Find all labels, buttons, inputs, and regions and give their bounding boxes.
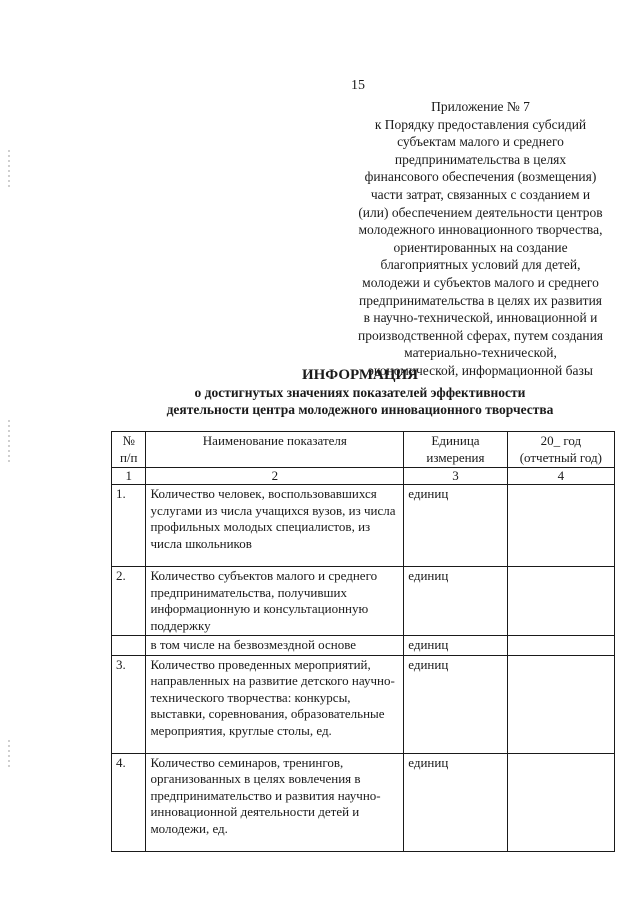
row-value[interactable] (507, 636, 614, 656)
row-index: 1. (112, 485, 146, 567)
row-index: 3. (112, 655, 146, 753)
row-unit: единиц (404, 485, 507, 567)
appendix-line: части затрат, связанных с созданием и (370, 186, 591, 202)
title-subtitle-line: деятельности центра молодежного инновационного творчества (166, 402, 554, 417)
appendix-line: предпринимательства в целях их развития (358, 292, 603, 308)
scan-edge-mark (8, 150, 10, 190)
header-indicator-name: Наименование показателя (146, 432, 404, 468)
appendix-line: экономической, информационной базы (368, 362, 593, 378)
row-unit: единиц (404, 753, 507, 851)
header-number: № п/п (112, 432, 146, 468)
table-row (112, 636, 615, 656)
appendix-line: ориентированных на создание (393, 239, 568, 255)
title-subtitle-line: о достигнутых значениях показателей эффективности (194, 385, 526, 400)
table-row (112, 485, 615, 567)
appendix-line: финансового обеспечения (возмещения) (364, 169, 597, 185)
row-unit: единиц (404, 567, 507, 636)
appendix-line: молодежи и субъектов малого и среднего (362, 274, 599, 290)
appendix-line: молодежного инновационного творчества, (358, 222, 603, 238)
row-unit: единиц (404, 636, 507, 656)
indicators-table (111, 431, 615, 852)
appendix-line: производственной сферах, путем создания (357, 327, 604, 343)
row-indicator-name: в том числе на безвозмездной основе (146, 636, 404, 656)
appendix-line: предпринимательства в целях (394, 151, 567, 167)
row-indicator-name: Количество семинаров, тренингов, организованных в целях вовлечения в предпринимательство и развития научно-инновационной деятельности детей и молодежи, ед. (146, 753, 404, 851)
column-number: 2 (146, 468, 404, 485)
header-year: 20_ год (отчетный год) (507, 432, 614, 468)
appendix-line: благоприятных условий для детей, (380, 257, 581, 273)
document-title (140, 367, 580, 418)
column-number: 4 (507, 468, 614, 485)
row-value[interactable] (507, 753, 614, 851)
column-number-row (112, 468, 615, 485)
row-value[interactable] (507, 655, 614, 753)
column-number: 3 (404, 468, 507, 485)
appendix-line: (или) обеспечением деятельности центров (358, 204, 603, 220)
row-unit: единиц (404, 655, 507, 753)
row-index (112, 636, 146, 656)
row-index: 4. (112, 753, 146, 851)
table-row (112, 567, 615, 636)
title-main: ИНФОРМАЦИЯ (301, 367, 419, 383)
row-indicator-name: Количество человек, воспользовавшихся услугами из числа учащихся вузов, из числа профильных молодых специалистов, из числа школьников (146, 485, 404, 567)
scan-edge-mark (8, 420, 10, 465)
appendix-header (318, 98, 640, 380)
row-value[interactable] (507, 485, 614, 567)
appendix-line: к Порядку предоставления субсидий (374, 116, 587, 132)
appendix-line: Приложение № 7 (431, 99, 530, 114)
table-row (112, 753, 615, 851)
column-number: 1 (112, 468, 146, 485)
table-header-row (112, 432, 615, 468)
table-row (112, 655, 615, 753)
header-unit: Единица измерения (404, 432, 507, 468)
row-index: 2. (112, 567, 146, 636)
appendix-line: материально-технической, (404, 345, 557, 361)
scan-edge-mark (8, 740, 10, 770)
page-number: 15 (351, 78, 365, 93)
row-indicator-name: Количество проведенных мероприятий, направленных на развитие детского научно-технического творчества: конкурсы, выставки, соревнования, образовательные мероприятия, круглые столы, ед. (146, 655, 404, 753)
row-value[interactable] (507, 567, 614, 636)
appendix-line: в научно-технической, инновационной и (363, 310, 598, 326)
appendix-line: субъектам малого и среднего (397, 134, 564, 150)
row-indicator-name: Количество субъектов малого и среднего предпринимательства, получивших информационную и консультационную поддержку (146, 567, 404, 636)
